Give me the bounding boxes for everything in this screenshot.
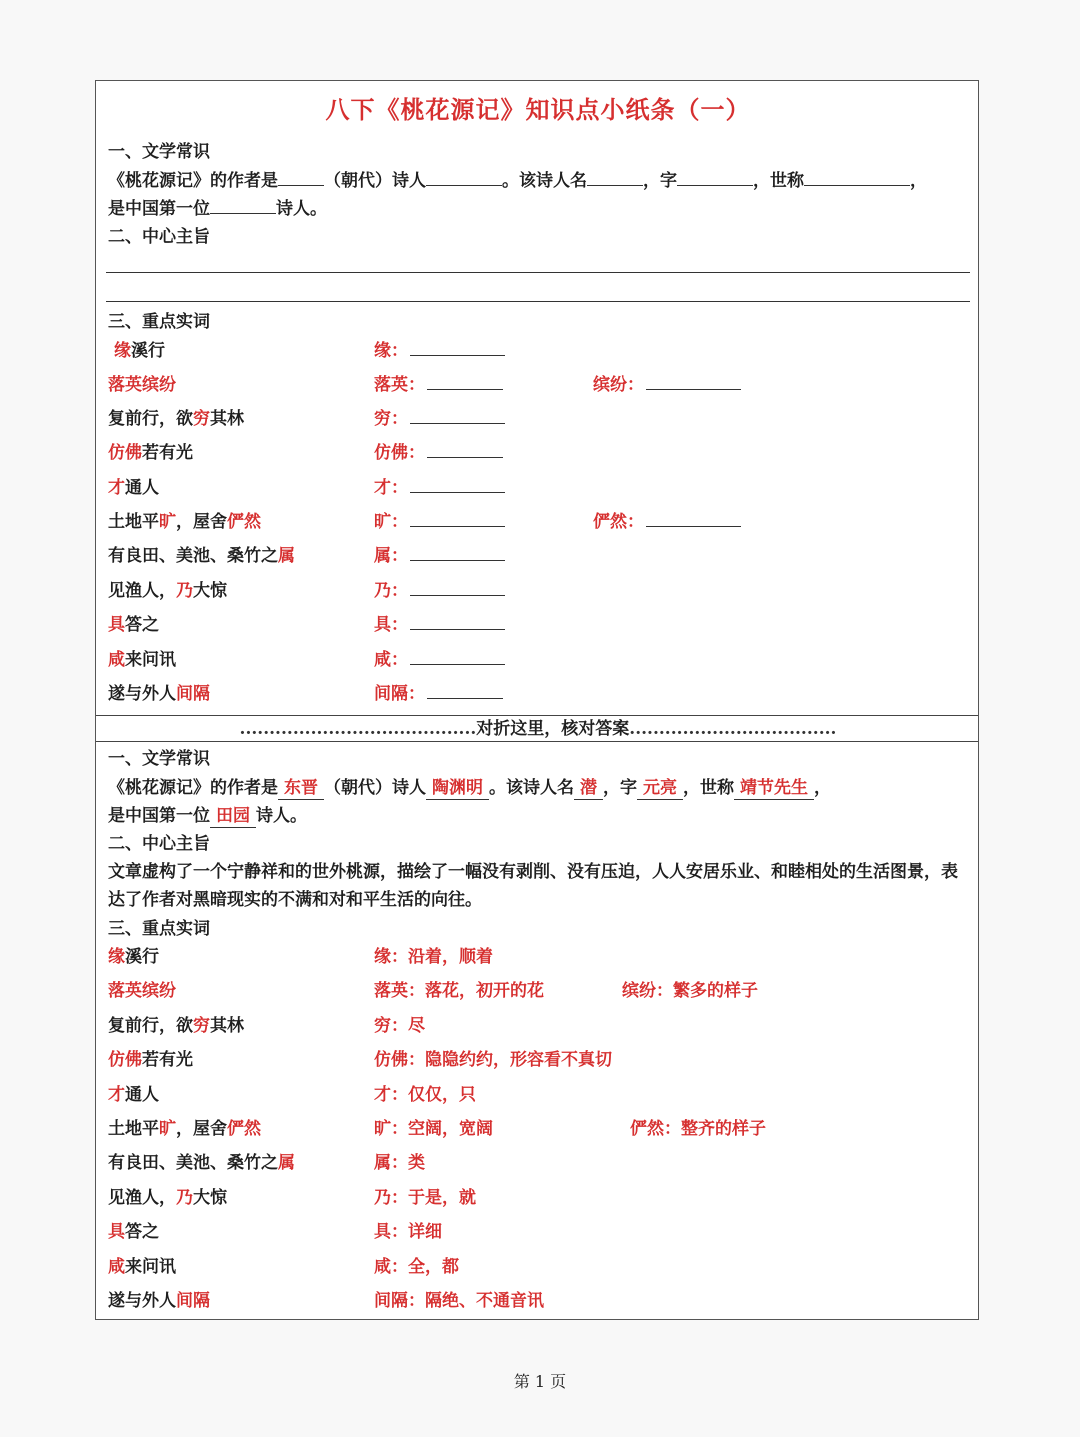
a-literature-line1: 《桃花源记》的作者是 东晋 （朝代）诗人 陶渊明 。该诗人名 潜 ，字 元亮 ，世称 靖节先生 ， xyxy=(108,778,831,798)
a-item-answer: 仿佛：隐隐约约，形容看不真切 xyxy=(374,1050,612,1070)
answer-blank[interactable] xyxy=(410,546,505,561)
a-item-answer: 旷：空阔，宽阔 xyxy=(374,1119,493,1139)
answer-first: 田园 xyxy=(210,805,256,828)
answer-poet: 陶渊明 xyxy=(426,777,489,800)
q-item-phrase: 咸来问讯 xyxy=(108,650,176,670)
q-item-key: 具： xyxy=(374,614,505,636)
blank-dynasty[interactable] xyxy=(278,171,324,186)
a-section-literature: 一、文学常识 xyxy=(108,749,210,769)
a-literature-line2: 是中国第一位 田园 诗人。 xyxy=(108,806,307,826)
answer-blank[interactable] xyxy=(427,443,503,458)
q-item-phrase: 复前行，欲穷其林 xyxy=(108,409,244,429)
blank-title[interactable] xyxy=(804,171,910,186)
q-literature-line2: 是中国第一位 诗人。 xyxy=(108,199,327,219)
answer-blank[interactable] xyxy=(427,684,503,699)
a-item-answer2: 缤纷：繁多的样子 xyxy=(622,981,758,1001)
a-item-answer: 缘：沿着，顺着 xyxy=(374,947,493,967)
answer-dynasty: 东晋 xyxy=(278,777,324,800)
q-item-key: 缘： xyxy=(374,340,505,362)
page-title: 八下《桃花源记》知识点小纸条（一） xyxy=(325,95,751,124)
q-item-key: 旷： xyxy=(374,511,505,533)
blank-poet[interactable] xyxy=(426,171,502,186)
a-item-phrase: 有良田、美池、桑竹之属 xyxy=(108,1153,295,1173)
a-item-phrase: 土地平旷，屋舍俨然 xyxy=(108,1119,261,1139)
answer-blank[interactable] xyxy=(427,375,503,390)
q-item-key: 乃： xyxy=(374,580,505,602)
a-item-phrase: 复前行，欲穷其林 xyxy=(108,1016,244,1036)
a-item-answer: 间隔：隔绝、不通音讯 xyxy=(374,1291,544,1311)
q-item-phrase: 仿佛若有光 xyxy=(108,443,193,463)
worksheet xyxy=(95,80,979,1320)
a-item-answer: 才：仅仅，只 xyxy=(374,1085,476,1105)
q-item-phrase: 具答之 xyxy=(108,615,159,635)
answer-blank[interactable] xyxy=(646,512,741,527)
answer-title: 靖节先生 xyxy=(734,777,814,800)
a-item-answer: 落英：落花，初开的花 xyxy=(374,981,544,1001)
q-section-literature: 一、文学常识 xyxy=(108,142,210,162)
a-item-phrase: 具答之 xyxy=(108,1222,159,1242)
q-item-phrase: 缘溪行 xyxy=(114,341,165,361)
blank-zi[interactable] xyxy=(677,171,753,186)
answer-blank[interactable] xyxy=(646,375,741,390)
a-item-answer: 乃：于是，就 xyxy=(374,1188,476,1208)
answer-blank[interactable] xyxy=(410,650,505,665)
fold-instruction: ........................................对折这里，核对答案................................... xyxy=(239,719,837,739)
theme-paragraph: 文章虚构了一个宁静祥和的世外桃源，描绘了一幅没有剥削、没有压迫，人人安居乐业、和睦相处的生活图景，表达了作者对黑暗现实的不满和对和平生活的向往。 xyxy=(108,862,958,910)
a-item-answer: 属：类 xyxy=(374,1153,425,1173)
q-item-key2: 俨然： xyxy=(593,511,741,533)
a-item-phrase: 落英缤纷 xyxy=(108,981,176,1001)
answer-zi: 元亮 xyxy=(637,777,683,800)
answer-blank[interactable] xyxy=(410,341,505,356)
a-item-answer: 具：详细 xyxy=(374,1222,442,1242)
answer-blank[interactable] xyxy=(410,478,505,493)
theme-answer-line-2[interactable] xyxy=(106,301,970,302)
blank-first[interactable] xyxy=(210,199,276,214)
q-literature-line1: 《桃花源记》的作者是 （朝代）诗人 。该诗人名 ，字 ，世称 ， xyxy=(108,171,927,191)
fold-border-top xyxy=(96,715,978,716)
q-item-phrase: 土地平旷，屋舍俨然 xyxy=(108,512,261,532)
a-item-phrase: 见渔人，乃大惊 xyxy=(108,1188,227,1208)
q-item-key2: 缤纷： xyxy=(593,374,741,396)
a-item-phrase: 咸来问讯 xyxy=(108,1257,176,1277)
a-item-answer2: 俨然：整齐的样子 xyxy=(630,1119,766,1139)
a-item-phrase: 仿佛若有光 xyxy=(108,1050,193,1070)
a-section-words: 三、重点实词 xyxy=(108,919,210,939)
q-item-phrase: 才通人 xyxy=(108,478,159,498)
theme-answer-line-1[interactable] xyxy=(106,272,970,273)
q-section-words: 三、重点实词 xyxy=(108,312,210,332)
q-section-theme: 二、中心主旨 xyxy=(108,227,210,247)
blank-name[interactable] xyxy=(587,171,643,186)
a-section-theme: 二、中心主旨 xyxy=(108,834,210,854)
q-item-key: 才： xyxy=(374,477,505,499)
q-item-phrase: 见渔人，乃大惊 xyxy=(108,581,227,601)
q-item-key: 属： xyxy=(374,545,505,567)
fold-border-bottom xyxy=(96,741,978,742)
a-item-answer: 穷：尽 xyxy=(374,1016,425,1036)
q-item-key: 间隔： xyxy=(374,683,503,705)
page-number: 第 1 页 xyxy=(513,1372,567,1391)
a-item-answer: 咸：全，都 xyxy=(374,1257,459,1277)
a-item-phrase: 才通人 xyxy=(108,1085,159,1105)
q-item-key: 咸： xyxy=(374,649,505,671)
q-item-key: 穷： xyxy=(374,408,505,430)
q-item-phrase: 有良田、美池、桑竹之属 xyxy=(108,546,295,566)
answer-blank[interactable] xyxy=(410,581,505,596)
a-item-phrase: 缘溪行 xyxy=(108,947,159,967)
q-item-phrase: 落英缤纷 xyxy=(108,375,176,395)
answer-blank[interactable] xyxy=(410,512,505,527)
q-item-key: 落英： xyxy=(374,374,503,396)
q-item-phrase: 遂与外人间隔 xyxy=(108,684,210,704)
a-item-phrase: 遂与外人间隔 xyxy=(108,1291,210,1311)
answer-blank[interactable] xyxy=(410,409,505,424)
answer-blank[interactable] xyxy=(410,615,505,630)
q-item-key: 仿佛： xyxy=(374,442,503,464)
answer-name: 潜 xyxy=(574,777,603,800)
